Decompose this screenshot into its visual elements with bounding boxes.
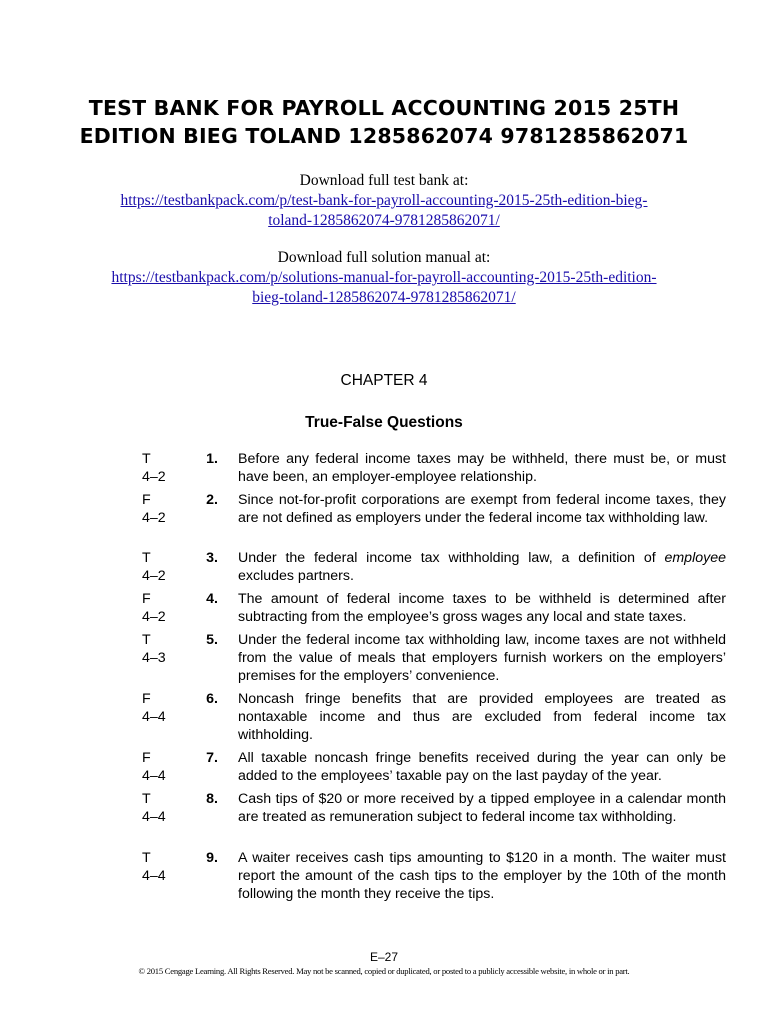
answer-key: T (142, 451, 151, 467)
section-reference: 4–4 (142, 709, 166, 725)
question-number: 9. (206, 850, 218, 866)
document-title (60, 94, 708, 150)
test-bank-link[interactable] (121, 192, 648, 229)
question-text: Before any federal income taxes may be withheld, there must be, or must have been, an employer-employee relationship. (238, 451, 726, 485)
answer-key: T (142, 632, 151, 648)
question-text-part: Under the federal income tax withholding law, a definition of (238, 550, 665, 566)
question-number: 2. (206, 492, 218, 508)
solution-url-line-1[interactable]: https://testbankpack.com/p/solutions-manual-for-payroll-accounting-2015-25th-edition- (111, 269, 657, 286)
question-text: Since not-for-profit corporations are exempt from federal income taxes, they are not defined as employers under the federal income tax withholding law. (238, 492, 726, 526)
title-line-1: TEST BANK FOR PAYROLL ACCOUNTING 2015 25TH (88, 96, 680, 120)
solution-label: Download full solution manual at: (277, 249, 491, 266)
answer-key: F (142, 691, 151, 707)
question-text-part: excludes partners. (238, 568, 354, 584)
chapter-heading: CHAPTER 4 (340, 372, 428, 389)
answer-key: T (142, 791, 151, 807)
section-reference: 4–4 (142, 868, 166, 884)
question-number: 4. (206, 591, 218, 607)
answer-key: F (142, 492, 151, 508)
question-text: Noncash fringe benefits that are provided employees are treated as nontaxable income and thus are excluded from federal income tax withholding. (238, 691, 726, 743)
question-number: 7. (206, 750, 218, 766)
section-reference: 4–4 (142, 809, 166, 825)
section-reference: 4–2 (142, 469, 166, 485)
answer-key: F (142, 591, 151, 607)
copyright-notice: © 2015 Cengage Learning. All Rights Reserved. May not be scanned, copied or duplicated, or posted to a publicly accessible website, in whole or in part. (138, 966, 630, 976)
question-text: All taxable noncash fringe benefits received during the year can only be added to the employees’ taxable pay on the last payday of the year. (238, 750, 726, 784)
title-line-2: EDITION BIEG TOLAND 1285862074 9781285862071 (79, 124, 689, 148)
question-number: 8. (206, 791, 218, 807)
section-reference: 4–2 (142, 510, 166, 526)
question-text: The amount of federal income taxes to be withheld is determined after subtracting from the employee’s gross wages any local and state taxes. (238, 591, 726, 625)
test-bank-download-block (40, 171, 728, 231)
question-number: 3. (206, 550, 218, 566)
question-text (238, 549, 726, 585)
test-bank-label: Download full test bank at: (299, 172, 469, 189)
question-number: 5. (206, 632, 218, 648)
question-number: 1. (206, 451, 218, 467)
solution-url-line-2[interactable]: bieg-toland-1285862074-9781285862071/ (252, 289, 516, 306)
section-reference: 4–3 (142, 650, 166, 666)
section-reference: 4–2 (142, 609, 166, 625)
question-text: Cash tips of $20 or more received by a tipped employee in a calendar month are treated as remuneration subject to federal income tax withholding. (238, 791, 726, 825)
solution-download-block (40, 248, 728, 308)
question-text: A waiter receives cash tips amounting to $120 in a month. The waiter must report the amount of the cash tips to the employer by the 10th of the month following the month they receive the tips. (238, 850, 726, 902)
question-text: Under the federal income tax withholding law, income taxes are not withheld from the value of meals that employers furnish workers on the employers’ premises for the employers’ convenience. (238, 632, 726, 684)
section-reference: 4–4 (142, 768, 166, 784)
section-reference: 4–2 (142, 568, 166, 584)
question-number: 6. (206, 691, 218, 707)
page-number: E–27 (369, 950, 399, 964)
solution-link[interactable] (111, 269, 656, 306)
section-heading: True-False Questions (305, 414, 463, 431)
answer-key: F (142, 750, 151, 766)
test-bank-url-line-1[interactable]: https://testbankpack.com/p/test-bank-for-payroll-accounting-2015-25th-edition-bieg- (120, 192, 648, 209)
question-text-emphasis: employee (664, 550, 726, 566)
answer-key: T (142, 850, 151, 866)
test-bank-url-line-2[interactable]: toland-1285862074-9781285862071/ (268, 212, 500, 229)
answer-key: T (142, 550, 151, 566)
